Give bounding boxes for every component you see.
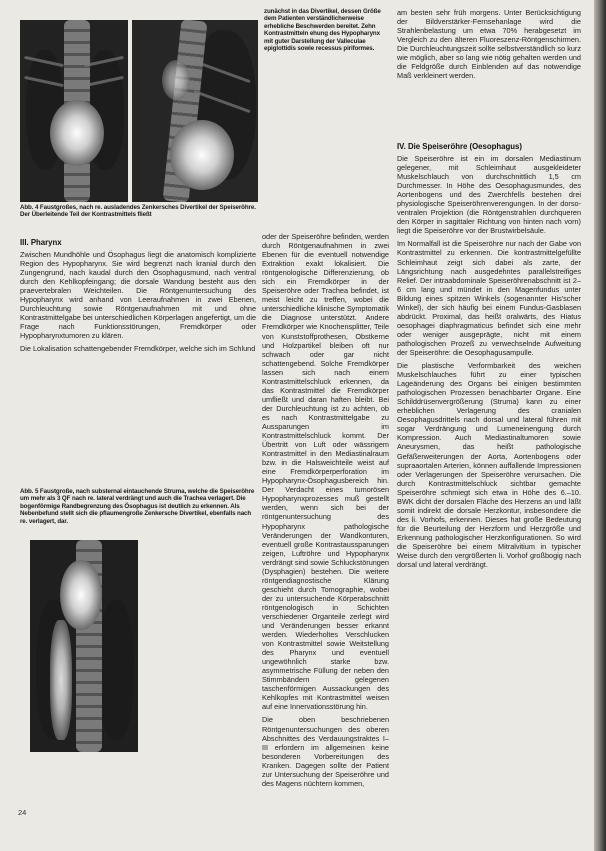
middle-column-text [262,232,389,792]
middle-column-paragraph: oder der Speiseröhre befinden, werden durch Röntgenaufnahmen in zwei Ebenen für die eventuell notwendige Extraktion exakt lokalisiert. Die röntgenologische Differenzierung, ob sich ein Fremdkörper in der Speiseröhre oder Trachea befindet, ist meist leicht zu treffen, wobei die unterschiedliche klinische Symptomatik die Diagnose unterstützt. Andere Fremdkörper wie Knochensplitter, Teile von Kunststoffprothesen, Obstkerne und Holzpartikel bleiben oft nur schwach oder gar nicht schattengebend. Solche Fremdkörper lassen sich nach einem Kontrastmittelschluck erkennen, da das Kontrastmittel die Fremdkörper umfließt und daran haften bleibt. Bei der Durchleuchtung ist zu achten, ob es nach Kontrastmittelgabe zu Aussparungen im Kontrastmittelschluck kommt. Der Übertritt von Luft oder wässrigem Kontrastmittel in den Mediastinalraum bzw. in die Halsweichteile weist auf eine Fremdkörperperforation im Hypopharynx-Ösophagusbereich hin. Der Verdacht eines tumorösen Hypopharynxprozesses muß gestellt werden, wenn sich bei der röntgenuntersuchung des Hypopharynx pathologische Veränderungen der Wandkonturen, eventuell große Kontrastaussparungen zeigen, Luftröhre und Hypopharynx verdrängt sind sowie Schluckstörungen (Dysphagien) bestehen. Die weitere röntgendiagnostische Klärung geschieht durch Tomographie, wobei der zu untersuchende Körperabschnitt röntgenologisch in Schichten verschiedener Organteile zerlegt wird und Veränderungen besser erkannt werden. Wiederholtes Verschlucken von Kontrastmittel sowie Weitstellung des Pharynx und eventuell ungewöhnlich starke bzw. asymmetrische Füllung der neben den Stimmbändern gelegenen taschenförmigen Aussackungen des Kehlkopfes mit Kontrastmittel weisen auf eine Innervationsstörung hin. [262,232,389,712]
figure-4-caption: Abb. 4 Faustgroßes, nach re. ausladendes Zenkersches Divertikel der Speiseröhre. Der Überleitende Teil der Kontrastmittels fließt [20,204,256,219]
right-column-text-2 [397,154,581,834]
middle-column-paragraph-2: Die oben beschriebenen Röntgenuntersuchungen des oberen Abschnittes des Verdauungstraktes I–III erfordern im allgemeinen keine besonderen Vorbereitungen des Kranken. Dagegen sollte der Patient zur Untersuchung der Speiseröhre und des Magens nüchtern kommen, [262,715,389,788]
page-number: 24 [18,808,27,817]
section-IV-paragraph-2: Im Normalfall ist die Speiseröhre nur nach der Gabe von Kontrastmittel zu erkennen. Die kontrastmittelgefüllte Schleimhaut zeigt sich dabei als zarte, der Längsrichtung nach ausgedehntes parallelstreifiges Relief. Der intraabdominale Speiseröhrenabschnitt ist 2–6 cm lang und mündet in den Magenfundus unter Bildung eines spitzen Winkels (sogenannter His'scher Winkel), der sich häufig bei einem Fundus-Gasblasen abdrückt. Proximal, das heißt oralwärts, des Hiatus oesophagei diaphragmaticus befindet sich eine mehr oder weniger ausgeprägte, nicht mit einem pathologischen Prozeß zu verwechselnde Aufweitung der Speiseröhre: die Oesophagusampulle. [397,239,581,357]
right-column-text [397,8,581,138]
section-III-heading: III. Pharynx [20,238,62,247]
right-column-paragraph: am besten sehr früh morgens. Unter Berücksichtigung der Bildverstärker-Fernsehanlage wird die Strahlenbelastung um etwa 70% herabgesetzt im Vergleich zu den älteren Fluoreszenz-Röntgenschirmen. Die Durchleuchtungszeit sollte selbstverständlich so kurz wie möglich, aber so lang wie nötig gehalten werden und die Feldgröße durch Einblenden auf das notwendige Maß verkleinert werden. [397,8,581,81]
section-IV-paragraph: Die Speiseröhre ist ein im dorsalen Mediastinum gelegener, mit Schleimhaut ausgekleideter Muskelschlauch von durchschnittlich 1,5 cm Durchmesser. In Höhe des Oesophagusmundes, des Aortenbogens und des Zwerchfells bestehen drei physiologische Speiseröhrenverengungen. In der dorso-ventralen Projektion (die Röntgenstrahlen durchqueren den Körper in sagittaler Richtung von hinten nach vorn) liegt die Speiseröhre vor der Brustwirbelsäule. [397,154,581,236]
section-III-paragraph-2: Die Lokalisation schattengebender Fremdkörper, welche sich im Schlund [20,344,256,354]
section-IV-paragraph-3: Die plastische Verformbarkeit des weichen Muskelschlauches führt zu einer typischen Lageänderung des Organs bei einigen bestimmten pathologischen Prozessen benachbarter Organe. Eine Schilddrüsenvergrößerung (Struma) kann zu einer erheblichen Verlagerung des cranialen Oesophagusdrittels nach dorsal und lateral führen mit sogar Verdrängung und Lumeneinengung durch Kompression. Auch Mediastinaltumoren sowie Aneurysmen, das heißt pathologische Gefäßerweiterungen der Aorta, Aortenbogens oder supraaortalen Arterien, können auffallende Impressionen oder Verlagerungen der Speiseröhre verursachen. Die durch Kontrastmittelschluck sichtbar gemachte Speiseröhre schmiegt sich etwa in Höhe des 6.–10. BWK dicht der dorsalen Fläche des Herzens an und läßt somit indirekt die dorsale Herzkontur, insbesondere die des li. Vorhofs, erkennen. Dieses hat große Bedeutung für die Beurteilung der Herzform und Herzgröße und Erkennung pathologischer Herzkonfigurationen. So wird die Speiseröhre bei einem Mitralvitium in typischer Weise durch den vergrößerten li. Vorhof großbogig nach dorsal und lateral verdrängt. [397,361,581,570]
figure-4-xray-left [20,20,128,202]
figure-4-xray-right [132,20,258,202]
figure-5-xray [30,540,138,752]
section-III-text [20,250,256,480]
section-III-paragraph: Zwischen Mundhöhle und Ösophagus liegt die anatomisch komplizierte Region des Hypopharynx. Sie wird begrenzt nach kranial durch den Zungengrund, nach kaudal durch den Ösophagusmund, nach ventral durch den Kehlkopfeingang; die dorsale Wandung besteht aus den praevertebralen Weichteilen. Die Röntgenuntersuchung des Hypopharynx wird anhand von Leeraufnahmen in zwei Ebenen, Durchleuchtung sowie Röntgenaufnahmen mit und ohne Kontrastmittelgabe bei unterschiedlichen Körperlagen angefertigt, um die Frage nach Funktionsstörungen, Fremdkörper oder Hypopharynxtumoren zu klären. [20,250,256,341]
section-IV-heading: IV. Die Speiseröhre (Oesophagus) [397,142,522,151]
figure-4-caption-continued: zunächst in das Divertikel, dessen Größe dem Patienten verständlicherweise erhebliche Beschwerden bereitet. Zehn Kontrastmitteln ehung des Hypopharynx mit guter Darstellung der Valleculae epiglottidis sowie recessus piriformes. [264,8,381,53]
figure-5-caption: Abb. 5 Faustgroße, nach substernal eintauchende Struma, welche die Speiseröhre um mehr als 3 QF nach re. lateral verdrängt und auch die Trachea verlagert. Die bogenförmige Randbegrenzung des Ösophagus ist deutlich zu erkennen. Als Nebenbefund stellt sich die pflaumengroße Zenkersche Divertikel, ebenfalls nach re. verlagert, dar. [20,488,255,525]
page-edge-shadow [594,0,606,851]
